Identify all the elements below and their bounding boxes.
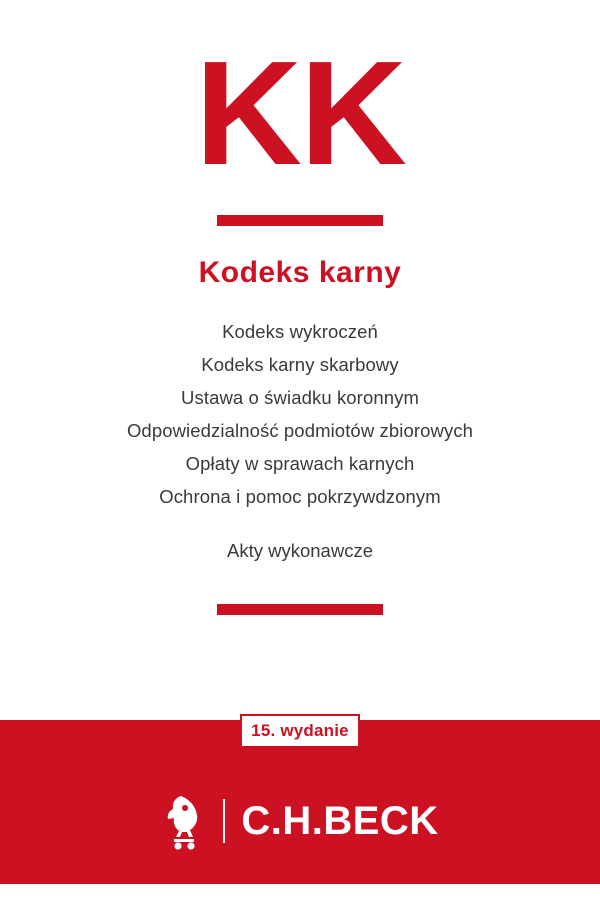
list-item: Ochrona i pomoc pokrzywdzonym: [159, 486, 441, 508]
list-item: Ustawa o świadku koronnym: [181, 387, 419, 409]
logo-divider: [223, 799, 225, 843]
list-item: Kodeks karny skarbowy: [201, 354, 399, 376]
divider-rule-bottom: [217, 604, 383, 615]
publisher-row: [0, 790, 600, 852]
cover-subtitle-list: [127, 320, 473, 510]
list-item: Kodeks wykroczeń: [222, 321, 378, 343]
griffin-logo-icon: [161, 790, 207, 852]
edition-label: 15. wydanie: [251, 721, 349, 740]
divider-rule-top: [217, 215, 383, 226]
cover-main-title: Kodeks karny: [198, 256, 402, 290]
list-item: Odpowiedzialność podmiotów zbiorowych: [126, 420, 474, 442]
list-item: Opłaty w sprawach karnych: [185, 453, 415, 475]
edition-badge: [240, 714, 360, 748]
executive-acts-label: Akty wykonawcze: [227, 540, 373, 562]
cover-bottom-edge: [0, 884, 600, 900]
cover-acronym: KK: [195, 31, 405, 196]
publisher-name: C.H.BECK: [241, 798, 439, 843]
